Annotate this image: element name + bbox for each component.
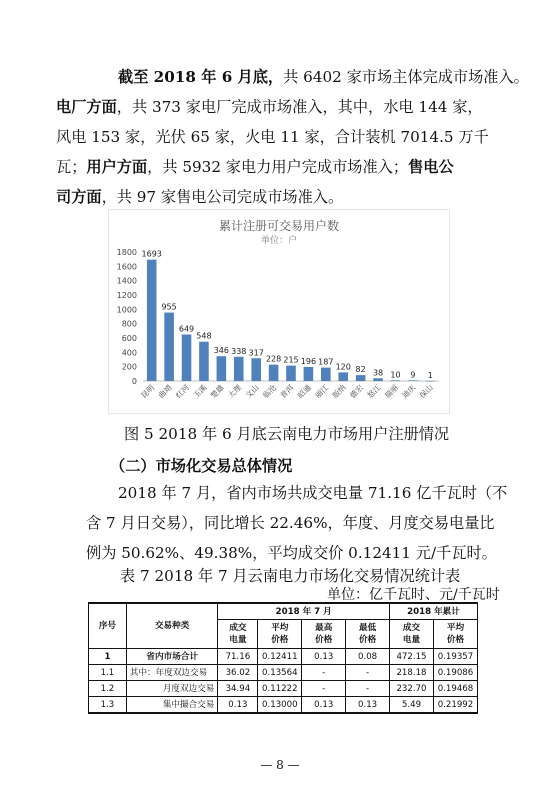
subheader-cell: 最高 价格 xyxy=(302,620,346,649)
seq-cell: 1.2 xyxy=(89,681,127,697)
x-tick-label: 文山 xyxy=(243,383,261,401)
value-cell: 0.19357 xyxy=(433,649,477,665)
table-row xyxy=(89,649,478,665)
value-cell: - xyxy=(346,665,390,681)
x-tick-label: 瑞丽 xyxy=(382,383,400,401)
text-segment: ，共 97 家售电公司完成市场准入。 xyxy=(101,188,344,206)
trading-stats-table xyxy=(88,602,478,714)
seq-cell: 1 xyxy=(89,649,127,665)
chart-unit: 单位：户 xyxy=(260,236,297,246)
value-cell: 218.18 xyxy=(390,665,434,681)
type-cell: 月度双边交易 xyxy=(126,681,218,697)
bar-value-label: 346 xyxy=(213,346,229,356)
text-segment: 风电 153 家，光伏 65 家，火电 11 家，合计装机 7014.5 万千 xyxy=(56,128,489,146)
bar-value-label: 1693 xyxy=(141,249,162,259)
value-cell: - xyxy=(302,665,346,681)
bar-德宏 xyxy=(356,375,366,381)
bar-丽江 xyxy=(321,368,331,381)
paragraph-line: 含 7 月日交易），同比增长 22.46%，年度、月度交易电量比 xyxy=(86,514,495,532)
bar-value-label: 10 xyxy=(390,370,401,380)
type-cell: 其中：年度双边交易 xyxy=(126,665,218,681)
bar-保山 xyxy=(426,381,436,382)
text-segment: 瓦； xyxy=(56,158,87,176)
y-tick-label: 200 xyxy=(121,362,137,372)
overall-trading-paragraph xyxy=(86,478,508,568)
value-cell: 0.13 xyxy=(302,649,346,665)
bar-版纳 xyxy=(338,372,348,381)
bar-临沧 xyxy=(269,365,279,381)
value-cell: - xyxy=(302,681,346,697)
x-tick-label: 丽江 xyxy=(313,383,331,401)
header-month: 2018 年 7 月 xyxy=(218,603,390,620)
text-segment: ，共 373 家电厂完成市场准入，其中，水电 144 家， xyxy=(116,98,483,116)
value-cell: 472.15 xyxy=(390,649,434,665)
table-row xyxy=(89,665,478,681)
bar-昭通 xyxy=(304,367,314,381)
y-tick-label: 1200 xyxy=(116,291,137,300)
x-tick-label: 怒江 xyxy=(365,383,383,401)
bar-楚雄 xyxy=(217,356,227,381)
x-tick-label: 楚雄 xyxy=(208,383,226,401)
x-tick-label: 德宏 xyxy=(348,383,366,401)
x-tick-label: 玉溪 xyxy=(191,383,209,401)
table-caption: 表 7 2018 年 7 月云南电力市场化交易情况统计表 xyxy=(120,567,461,585)
y-tick-label: 600 xyxy=(121,334,137,343)
header-cumulative: 2018 年累计 xyxy=(390,603,478,620)
bar-大理 xyxy=(234,357,244,381)
x-tick-label: 昆明 xyxy=(139,383,157,401)
bar-value-label: 955 xyxy=(161,302,177,312)
value-cell: 232.70 xyxy=(390,681,434,697)
type-cell: 集中撮合交易 xyxy=(126,697,218,714)
value-cell: 5.49 xyxy=(390,697,434,714)
value-cell: 0.13000 xyxy=(258,697,302,714)
value-cell: 71.16 xyxy=(218,649,258,665)
section-heading: （二）市场化交易总体情况 xyxy=(110,457,293,475)
seq-cell: 1.3 xyxy=(89,697,127,714)
seq-cell: 1.1 xyxy=(89,665,127,681)
bar-瑞丽 xyxy=(391,380,401,381)
bar-value-label: 338 xyxy=(231,346,247,356)
y-tick-label: 1400 xyxy=(116,276,137,286)
x-tick-label: 曲靖 xyxy=(156,383,174,401)
value-cell: 0.12411 xyxy=(258,649,302,665)
type-cell: 省内市场合计 xyxy=(126,649,218,665)
bold-text: 截至 2018 年 6 月底， xyxy=(118,68,284,86)
x-tick-label: 版纳 xyxy=(330,383,348,401)
value-cell: 0.13564 xyxy=(258,665,302,681)
value-cell: 0.13 xyxy=(218,697,258,714)
y-tick-label: 1800 xyxy=(116,248,137,257)
bar-昆明 xyxy=(147,260,157,381)
bar-value-label: 548 xyxy=(196,331,212,341)
bar-曲靖 xyxy=(164,313,174,381)
bold-text: 用户方面 xyxy=(86,158,148,176)
bar-文山 xyxy=(251,358,261,381)
x-tick-label: 大理 xyxy=(226,383,244,401)
paragraph-line xyxy=(56,182,486,212)
registered-users-chart xyxy=(108,209,450,414)
bold-text: 司方面 xyxy=(56,188,102,206)
x-tick-label: 普洱 xyxy=(278,383,296,401)
paragraph-line xyxy=(56,152,486,182)
table-row xyxy=(89,681,478,697)
table-row xyxy=(89,697,478,714)
value-cell: 0.08 xyxy=(346,649,390,665)
bar-value-label: 38 xyxy=(372,368,384,378)
header-seq: 序号 xyxy=(89,603,127,649)
paragraph-line xyxy=(56,122,489,152)
value-cell: - xyxy=(346,681,390,697)
y-tick-label: 800 xyxy=(121,319,137,329)
x-tick-label: 保山 xyxy=(417,383,435,401)
bar-玉溪 xyxy=(199,342,209,381)
value-cell: 36.02 xyxy=(218,665,258,681)
bar-value-label: 82 xyxy=(355,365,366,375)
y-tick-label: 1000 xyxy=(116,305,137,315)
paragraph-line: 2018 年 7 月，省内市场共成交电量 71.16 亿千瓦时（不 xyxy=(118,484,508,502)
value-cell: 0.11222 xyxy=(258,681,302,697)
bar-value-label: 9 xyxy=(410,370,416,380)
bar-怒江 xyxy=(373,378,383,381)
y-tick-label: 0 xyxy=(131,377,137,386)
bar-value-label: 649 xyxy=(178,324,195,334)
subheader-cell: 最低 价格 xyxy=(346,620,390,649)
bar-红河 xyxy=(182,334,192,381)
y-tick-label: 1600 xyxy=(116,262,137,272)
bar-迪庆 xyxy=(408,380,418,381)
paragraph-line: 例为 50.62%、49.38%，平均成交价 0.12411 元/千瓦时。 xyxy=(86,544,497,562)
value-cell: 0.13 xyxy=(346,697,390,714)
x-tick-label: 红河 xyxy=(173,383,191,401)
market-access-paragraph xyxy=(56,62,529,212)
header-type: 交易种类 xyxy=(126,603,218,649)
subheader-cell: 成交 电量 xyxy=(390,620,434,649)
bar-普洱 xyxy=(286,366,296,381)
paragraph-line xyxy=(86,62,529,92)
y-tick-label: 400 xyxy=(121,348,137,358)
chart-title: 累计注册可交易用户数 xyxy=(218,219,339,233)
bold-text: 售电公 xyxy=(408,158,454,176)
bar-value-label: 196 xyxy=(300,356,317,366)
page-number: — 8 — xyxy=(260,758,300,772)
x-tick-label: 迪庆 xyxy=(400,383,418,401)
table-unit: 单位：亿千瓦时、元/千瓦时 xyxy=(327,587,500,603)
x-tick-label: 昭通 xyxy=(295,383,313,401)
bar-value-label: 317 xyxy=(248,348,264,358)
value-cell: 0.19086 xyxy=(433,665,477,681)
bold-text: 电厂方面 xyxy=(56,98,117,116)
bar-value-label: 215 xyxy=(283,355,299,365)
x-tick-label: 临沧 xyxy=(261,383,279,401)
paragraph-line xyxy=(56,92,486,122)
bar-value-label: 187 xyxy=(318,357,334,367)
text-segment: ，共 5932 家电力用户完成市场准入； xyxy=(147,158,409,176)
bar-value-label: 228 xyxy=(265,354,282,364)
figure-caption: 图 5 2018 年 6 月底云南电力市场用户注册情况 xyxy=(124,425,450,443)
subheader-cell: 成交 电量 xyxy=(218,620,258,649)
value-cell: 0.19468 xyxy=(433,681,477,697)
value-cell: 0.21992 xyxy=(433,697,477,714)
value-cell: 0.13 xyxy=(302,697,346,714)
subheader-cell: 平均 价格 xyxy=(258,620,302,649)
chart-plot xyxy=(109,210,449,413)
bar-value-label: 120 xyxy=(335,362,351,372)
subheader-cell: 平均 价格 xyxy=(433,620,477,649)
bar-value-label: 1 xyxy=(427,370,433,380)
text-segment: 共 6402 家市场主体完成市场准入。 xyxy=(283,68,529,86)
value-cell: 34.94 xyxy=(218,681,258,697)
